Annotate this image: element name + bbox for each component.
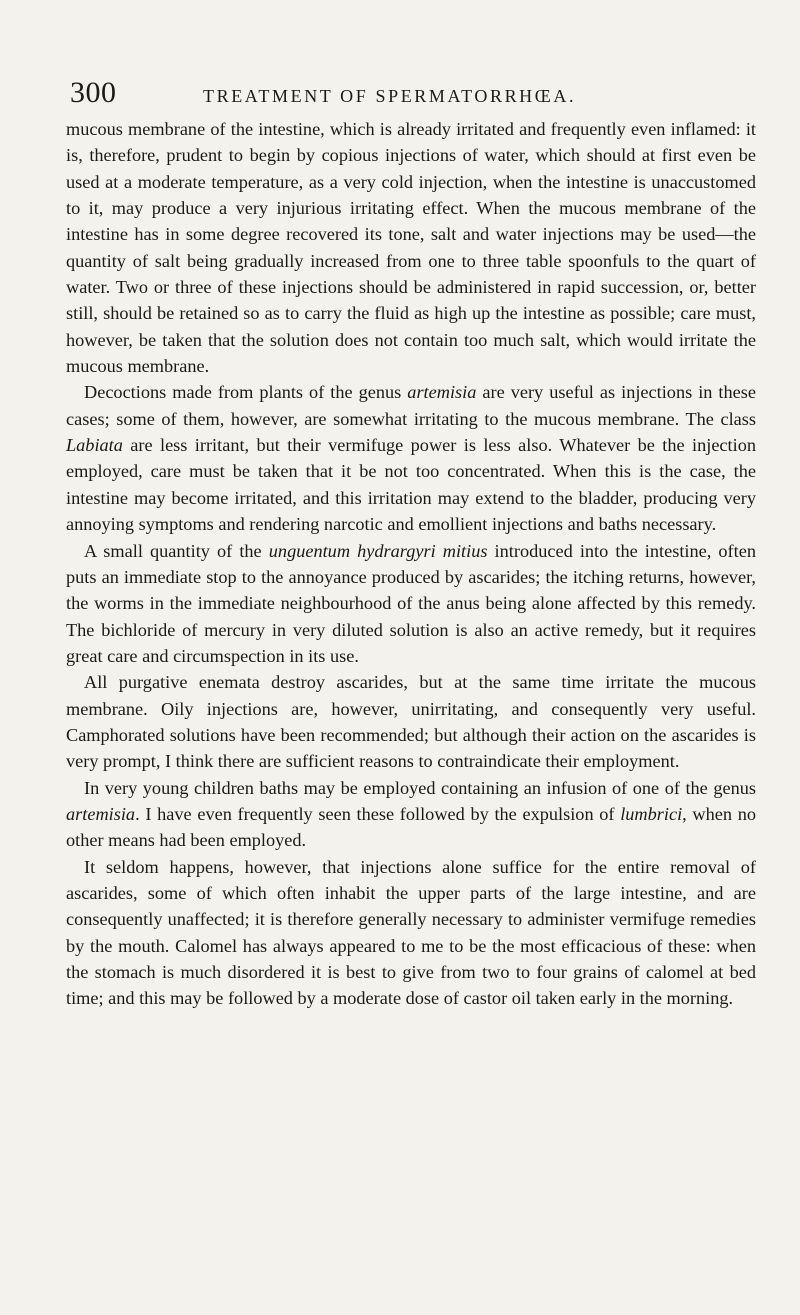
italic-term: unguentum hydrargyri mitius [268, 540, 488, 561]
text-run: It seldom happens, however, that injections alone suffice for the entire removal of ascarides, some of which often inhabit the upper parts of the large intestine, and are consequently unaffected; it is therefore generally necessary to administer vermifuge remedies by the mouth. Calomel has always appeared to me to be the most efficacious of these: when the stomach is much disordered it is best to give from two to four grains of calomel at bed time; and this may be followed by a moderate dose of castor oil taken early in the morning. [66, 856, 756, 1009]
paragraph-1 [66, 116, 756, 379]
italic-term: lumbrici [620, 803, 683, 824]
text-run: are very useful as injections in these cases; some of them, however, are somewhat irritating to the mucous membrane. The class [66, 382, 756, 429]
text-run: In very young children baths may be employed containing an infusion of one of the genus [84, 777, 756, 798]
text-run: A small quantity of the [84, 540, 269, 561]
text-run: , when no other means had been employed. [66, 803, 756, 851]
text-run: mucous membrane of the intestine, which is already irritated and frequently even inflamed: it is, therefore, prudent to begin by copious injections of water, which should at first even be used at a moderate temperature, as a very cold injection, when the intestine is unaccustomed to it, may produce a very injurious irritating effect. When the mucous membrane of the intestine has in some degree recovered its tone, salt and water injections may be used—the quantity of salt being gradually increased from one to three table spoonfuls to the quart of water. Two or three of these injections should be administered in rapid succession, or, better still, should be retained so as to carry the fluid as high up the intestine as possible; care must, however, be taken that the solution does not contain too much salt, which would irritate the mucous membrane. [66, 119, 756, 377]
paragraph-3 [66, 538, 756, 670]
text-run: . I have even frequently seen these followed by the expulsion of [135, 803, 621, 824]
paragraph-5 [66, 775, 756, 854]
text-run: All purgative enemata destroy ascarides, but at the same time irritate the mucous membrane. Oily injections are, however, unirritating, and consequently very useful. Camphorated solutions have been recommended; but although their action on the ascarides is very prompt, I think there are sufficient reasons to contraindicate their employment. [66, 672, 756, 772]
page-number: 300 [70, 76, 117, 109]
text-run: are less irritant, but their vermifuge power is less also. Whatever be the injection employed, care must be taken that it be not too concentrated. When this is the case, the intestine may become irritated, and this irritation may extend to the bladder, producing very annoying symptoms and rendering narcotic and emollient injections and baths necessary. [66, 435, 756, 535]
italic-term: artemisia [407, 382, 477, 403]
text-run: Decoctions made from plants of the genus [84, 382, 408, 403]
paragraph-4 [66, 669, 756, 774]
running-title: TREATMENT OF SPERMATORRHŒA. [203, 86, 577, 106]
text-run: introduced into the intestine, often puts an immediate stop to the annoyance produced by ascarides; the itching returns, however, the worms in the immediate neighbourhood of the anus being alone affected by this remedy. The bichloride of mercury in very diluted solution is also an active remedy, but it requires great care and circumspection in its use. [66, 540, 756, 666]
italic-term: artemisia [66, 803, 136, 824]
running-head [70, 76, 750, 116]
italic-term: Labiata [66, 435, 123, 456]
paragraph-2 [66, 379, 756, 537]
paragraph-6 [66, 854, 756, 1012]
body-text [66, 116, 756, 1012]
